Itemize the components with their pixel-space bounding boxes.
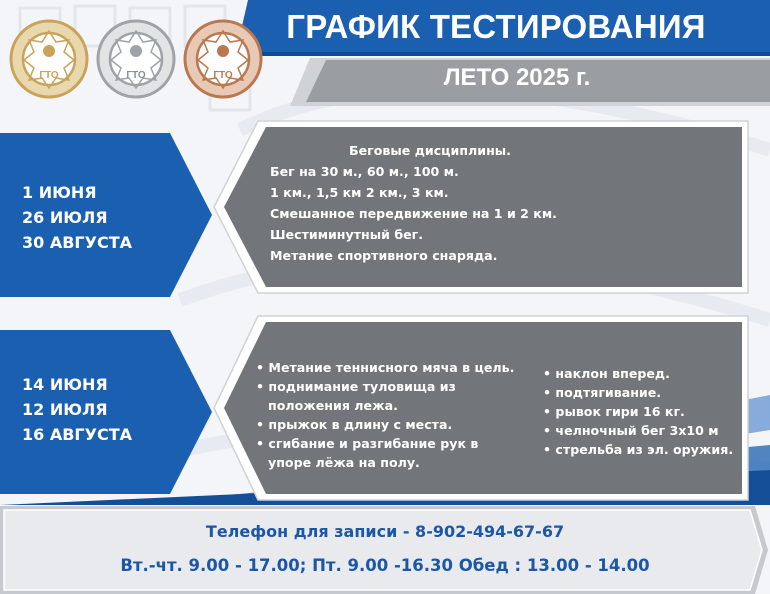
page-title: ГРАФИК ТЕСТИРОВАНИЯ (286, 8, 706, 45)
svg-text:ГТО: ГТО (39, 70, 59, 81)
contact-phone: Телефон для записи - 8-902-494-67-67 (205, 522, 565, 541)
discipline-item: • подтягивание. (543, 385, 662, 400)
discipline-item: • сгибание и разгибание рук в (256, 436, 479, 451)
discipline-item: 1 км., 1,5 км 2 км., 3 км. (270, 185, 449, 200)
discipline-item-continued: положения лежа. (268, 398, 398, 413)
dates-group-2 (22, 372, 132, 447)
discipline-item-continued: упоре лёжа на полу. (268, 455, 420, 470)
contact-hours: Вт.-чт. 9.00 - 17.00; Пт. 9.00 -16.30 Обед : 13.00 - 14.00 (120, 556, 650, 575)
disciplines-list-1 (270, 140, 590, 266)
date-item: 14 ИЮНЯ (22, 375, 108, 394)
discipline-item: • челночный бег 3х10 м (543, 423, 719, 438)
date-item: 30 АВГУСТА (22, 233, 132, 252)
date-item: 12 ИЮЛЯ (22, 400, 108, 419)
date-item: 26 ИЮЛЯ (22, 208, 108, 227)
discipline-item: • стрельба из эл. оружия. (543, 442, 734, 457)
disciplines-list-2-right (543, 364, 733, 459)
discipline-item: • прыжок в длину с места. (256, 417, 453, 432)
discipline-item: • поднимание туловища из (256, 379, 456, 394)
discipline-item: • наклон вперед. (543, 366, 670, 381)
date-item: 1 ИЮНЯ (22, 183, 97, 202)
discipline-item: • Метание теннисного мяча в цель. (256, 360, 515, 375)
gto-gold-medal-icon (8, 18, 90, 100)
discipline-item: • рывок гири 16 кг. (543, 404, 685, 419)
discipline-item: Бег на 30 м., 60 м., 100 м. (270, 164, 459, 179)
svg-text:ГТО: ГТО (213, 70, 233, 81)
disciplines-list-2-left (256, 358, 514, 472)
discipline-item: Метание спортивного снаряда. (270, 248, 498, 263)
discipline-item: Шестиминутный бег. (270, 227, 424, 242)
disciplines-heading: Беговые дисциплины. (349, 143, 511, 158)
gto-bronze-medal-icon (182, 18, 264, 100)
dates-group-1 (22, 180, 132, 255)
date-item: 16 АВГУСТА (22, 425, 132, 444)
discipline-item: Смешанное передвижение на 1 и 2 км. (270, 206, 557, 221)
gto-silver-medal-icon (95, 18, 177, 100)
svg-text:ГТО: ГТО (126, 70, 146, 81)
page-subtitle: ЛЕТО 2025 г. (443, 64, 591, 91)
